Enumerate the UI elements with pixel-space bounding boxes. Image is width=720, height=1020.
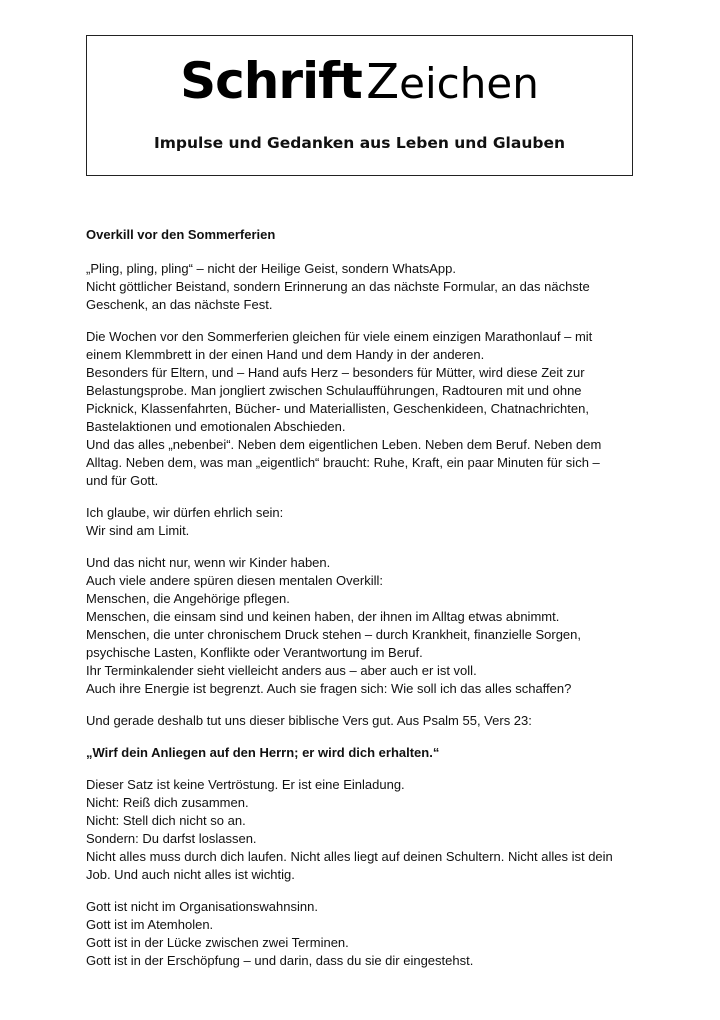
brand-bold-word: Schrift	[180, 52, 362, 110]
text-line: Nicht: Reiß dich zusammen.	[86, 795, 249, 810]
text-line: Nicht göttlicher Beistand, sondern Erinnerung an das nächste Formular, an das nächste	[86, 279, 590, 294]
text-line: Sondern: Du darfst loslassen.	[86, 831, 257, 846]
article-title: Overkill vor den Sommerferien	[86, 227, 276, 242]
brand-rest-letters: eichen	[399, 59, 539, 108]
paragraph-1	[86, 260, 646, 314]
paragraph-4	[86, 554, 646, 698]
text-line: Gott ist im Atemholen.	[86, 917, 214, 932]
text-line: Picknick, Klassenfahrten, Bücher- und Materiallisten, Geschenkideen, Chatnachrichten,	[86, 401, 589, 416]
paragraph-5	[86, 712, 646, 730]
text-line: Wir sind am Limit.	[86, 523, 190, 538]
text-line: Job. Und auch nicht alles ist wichtig.	[86, 867, 295, 882]
text-line: Geschenk, an das nächste Fest.	[86, 297, 273, 312]
text-line: Nicht alles muss durch dich laufen. Nicht alles liegt auf deinen Schultern. Nicht alles ist dein	[86, 849, 613, 864]
text-line: einem Klemmbrett in der einen Hand und dem Handy in der anderen.	[86, 347, 485, 362]
text-line: Alltag. Neben dem, was man „eigentlich“ braucht: Ruhe, Kraft, ein paar Minuten für sich –	[86, 455, 600, 470]
brand-cap-letter: Z	[366, 54, 400, 110]
text-line: Belastungsprobe. Man jongliert zwischen Schulaufführungen, Radtouren mit und ohne	[86, 383, 582, 398]
header-box	[86, 35, 633, 176]
bible-quote: „Wirf dein Anliegen auf den Herrn; er wird dich erhalten.“	[86, 745, 440, 760]
text-line: Und gerade deshalb tut uns dieser biblische Vers gut. Aus Psalm 55, Vers 23:	[86, 713, 532, 728]
text-line: „Pling, pling, pling“ – nicht der Heilige Geist, sondern WhatsApp.	[86, 261, 456, 276]
text-line: psychische Lasten, Konflikte oder Verantwortung im Beruf.	[86, 645, 423, 660]
text-line: Gott ist nicht im Organisationswahnsinn.	[86, 899, 318, 914]
text-line: Die Wochen vor den Sommerferien gleichen für viele einem einzigen Marathonlauf – mit	[86, 329, 593, 344]
paragraph-6	[86, 776, 646, 884]
text-line: Und das alles „nebenbei“. Neben dem eigentlichen Leben. Neben dem Beruf. Neben dem	[86, 437, 602, 452]
text-line: Besonders für Eltern, und – Hand aufs Herz – besonders für Mütter, wird diese Zeit zur	[86, 365, 585, 380]
text-line: Menschen, die einsam sind und keinen haben, der ihnen im Alltag etwas abnimmt.	[86, 609, 560, 624]
tagline: Impulse und Gedanken aus Leben und Glauben	[154, 134, 565, 152]
brand-light-word	[366, 54, 539, 110]
text-line: Nicht: Stell dich nicht so an.	[86, 813, 246, 828]
text-line: Ihr Terminkalender sieht vielleicht anders aus – aber auch er ist voll.	[86, 663, 477, 678]
text-line: Auch viele andere spüren diesen mentalen Overkill:	[86, 573, 384, 588]
text-line: Ich glaube, wir dürfen ehrlich sein:	[86, 505, 284, 520]
text-line: Bastelaktionen und emotionalen Abschieden.	[86, 419, 346, 434]
text-line: Und das nicht nur, wenn wir Kinder haben.	[86, 555, 331, 570]
text-line: Dieser Satz ist keine Vertröstung. Er ist eine Einladung.	[86, 777, 405, 792]
article-body	[86, 226, 646, 984]
paragraph-2	[86, 328, 646, 490]
paragraph-3	[86, 504, 646, 540]
paragraph-7	[86, 898, 646, 970]
text-line: Auch ihre Energie ist begrenzt. Auch sie fragen sich: Wie soll ich das alles schaffen?	[86, 681, 572, 696]
text-line: und für Gott.	[86, 473, 159, 488]
brand-logo	[87, 52, 632, 110]
text-line: Menschen, die Angehörige pflegen.	[86, 591, 290, 606]
text-line: Gott ist in der Lücke zwischen zwei Terminen.	[86, 935, 349, 950]
text-line: Menschen, die unter chronischem Druck stehen – durch Krankheit, finanzielle Sorgen,	[86, 627, 581, 642]
text-line: Gott ist in der Erschöpfung – und darin, dass du sie dir eingestehst.	[86, 953, 474, 968]
